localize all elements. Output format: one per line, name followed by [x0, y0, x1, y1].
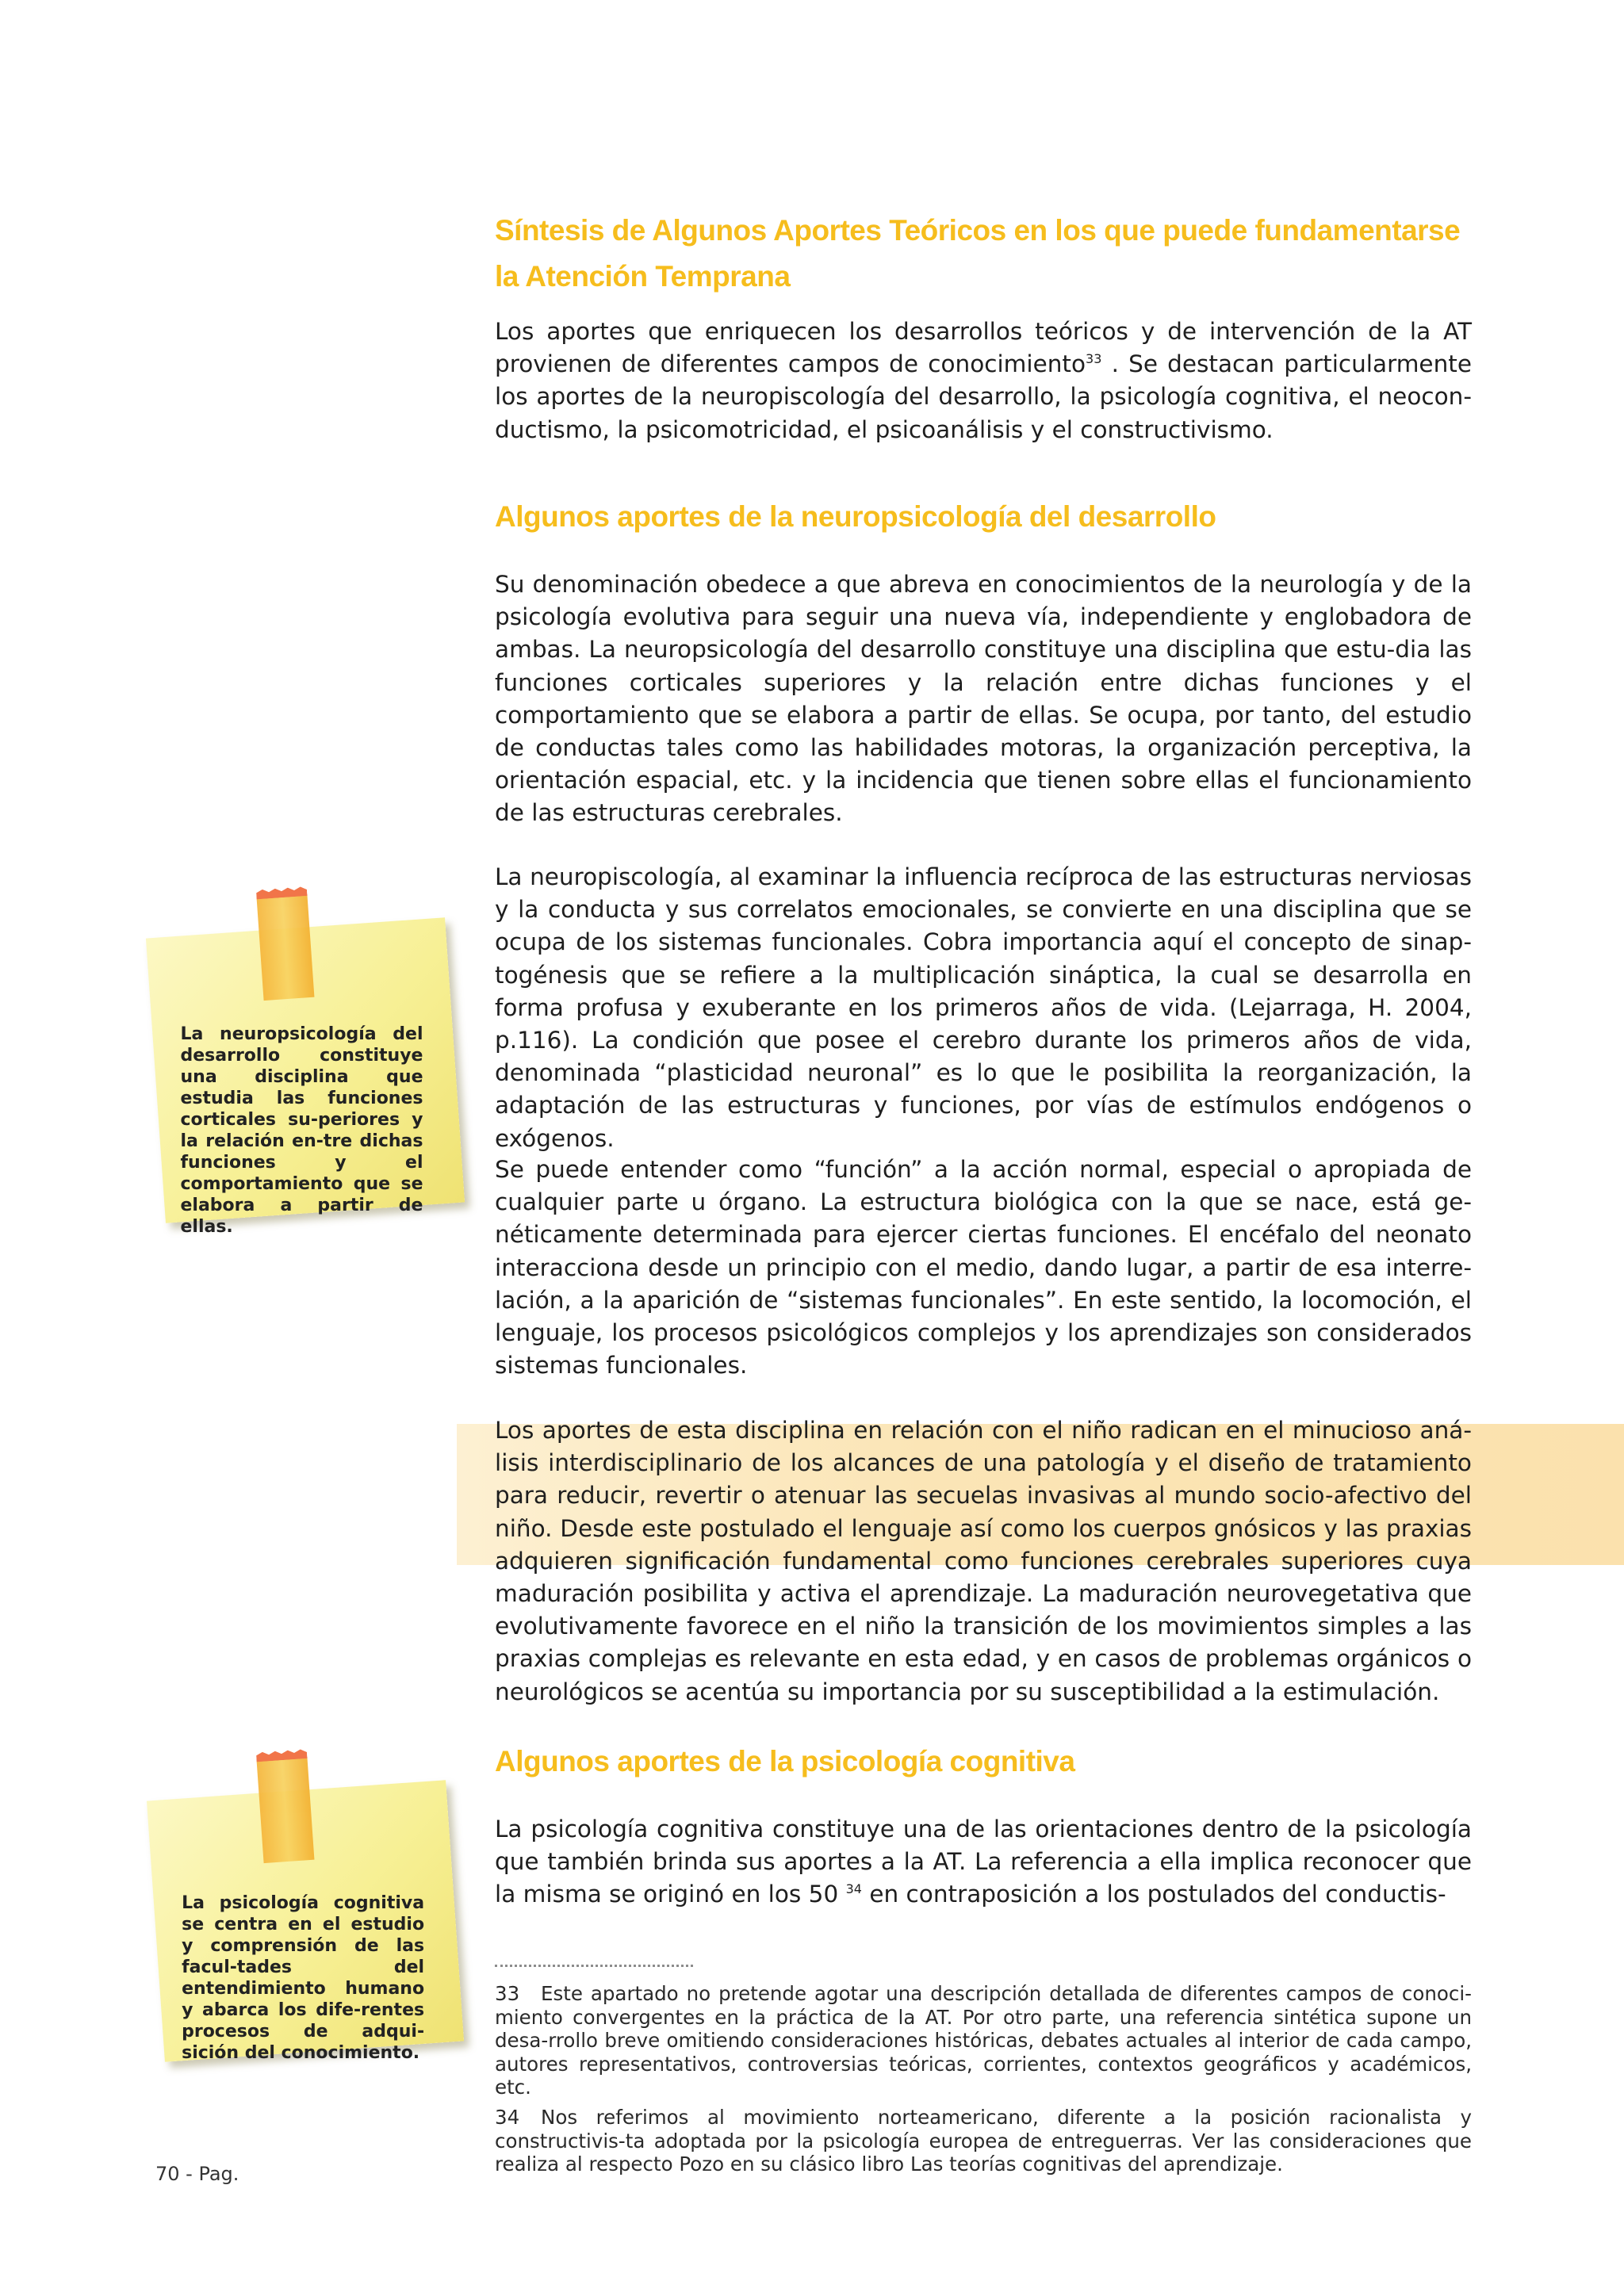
sticky-note-text: La neuropsicología del desarrollo constituye una disciplina que estudia las funciones corticales su-periores y la relación en-tre dichas funciones y el comportamiento que se elabora a partir de ellas.: [180, 1024, 423, 1237]
tape-icon: [257, 894, 315, 1001]
neuro-paragraph-3: Se puede entender como “función” a la acción normal, especial o apropiada de cualquier parte u órgano. La estructura biológica con la que se nace, está ge-néticamente determinada para ejercer ciertas funciones. El encéfalo del neonato interacciona desde un principio con el medio, dando lugar, a partir de esa interre-lación, a la aparición de “sistemas funcionales”. En este sentido, la locomoción, el lenguaje, los procesos psicológicos complejos y los aprendizajes son considerados sistemas funcionales.: [495, 1156, 1472, 1380]
intro-text-a: Los aportes que enriquecen los desarrollos teóricos y de intervención de la AT provienen de diferentes campos de conocimiento: [495, 318, 1472, 378]
footnote-ref-33[interactable]: 33: [1086, 351, 1102, 367]
tape-icon: [257, 1757, 315, 1863]
neuro-paragraph-4: Los aportes de esta disciplina en relación con el niño radican en el minucioso aná-lisis interdisciplinario de los alcances de una patología y el diseño de tratamiento para reducir, revertir o atenuar las secuelas invasivas al mundo socio-afectivo del niño. Desde este postulado el lenguaje así como los cuerpos gnósicos y las praxias adquieren significación fundamental como funciones cerebrales superiores cuya maduración posibilita y activa el aprendizaje. La maduración neurovegetativa que evolutivamente favorece en el niño la transición de los movimientos simples a las praxias complejas es relevante en esta edad, y en casos de problemas orgánicos o neurológicos se acentúa su importancia por su susceptibilidad a la estimulación.: [495, 1417, 1472, 1705]
footnote-33-number: 33: [495, 1982, 520, 2005]
cognitive-text-b: en contraposición a los postulados del conductis-: [861, 1881, 1446, 1908]
heading-psicologia-cognitiva: Algunos aportes de la psicología cognitiva: [495, 1745, 1075, 1777]
section-title-line-2: la Atención Temprana: [495, 260, 791, 293]
page-number: 70 - Pag.: [155, 2163, 239, 2185]
footnote-divider: [495, 1965, 693, 1967]
sticky-note-text: La psicología cognitiva se centra en el estudio y comprensión de las facul-tades del entendimiento humano y abarca los dife-rentes procesos de adqui-sición del conocimiento.: [182, 1892, 425, 2063]
neuro-paragraph-1: Su denominación obedece a que abreva en conocimientos de la neurología y de la psicología evolutiva para seguir una nueva vía, independiente y englobadora de ambas. La neuropsicología del desarrollo constituye una disciplina que estu-dia las funciones corticales superiores y la relación entre dichas funciones y el comportamiento que se elabora a partir de ellas. Se ocupa, por tanto, del estudio de conductas tales como las habilidades motoras, la organización perceptiva, la orientación espacial, etc. y la incidencia que tienen sobre ellas el funcionamiento de las estructuras cerebrales.: [495, 571, 1472, 827]
footnote-33-text: Este apartado no pretende agotar una descripción detallada de diferentes campos de conoci-miento convergentes en la práctica de la AT. Por otro parte, una referencia sintética supone un desa-rrollo breve omitiendo consideraciones históricas, debates actuales al interior de cada campo, autores representativos, controversias teóricas, corrientes, contextos geográficos y académicos, etc.: [495, 1982, 1472, 2099]
heading-neuropsicologia: Algunos aportes de la neuropsicología del desarrollo: [495, 500, 1216, 533]
footnote-34: [495, 2106, 1472, 2176]
neuro-paragraph-2: La neuropiscología, al examinar la influencia recíproca de las estructuras nerviosas y la conducta y sus correlatos emocionales, se convierte en una disciplina que se ocupa de los sistemas funcionales. Cobra importancia aquí el concepto de sinap-togénesis que se refiere a la multiplicación sináptica, la cual se desarrolla en forma profusa y exuberante en los primeros años de vida. (Lejarraga, H. 2004, p.116). La condición que posee el cerebro durante los primeros años de vida, denominada “plasticidad neuronal” es lo que le posibilita la reorganización, la adaptación de las estructuras y funciones, por vías de estímulos endógenos o exógenos.: [495, 863, 1472, 1152]
intro-text-b: . Se destacan particularmente los aportes de la neuropiscología del desarrollo, la psicología cognitiva, el neocon-ductismo, la psicomotricidad, el psicoanálisis y el constructivismo.: [495, 350, 1472, 443]
tape-zigzag-icon: [256, 1749, 308, 1762]
section-title: [495, 208, 1460, 300]
section-title-line-1: Síntesis de Algunos Aportes Teóricos en los que puede fundamentarse: [495, 214, 1461, 247]
footnote-ref-34[interactable]: 34: [845, 1881, 862, 1897]
footnote-34-text: Nos referimos al movimiento norteamericano, diferente a la posición racionalista y constructivis-ta adoptada por la psicología europea de entreguerras. Ver las consideraciones que realiza al respecto Pozo en su clásico libro Las teorías cognitivas del aprendizaje.: [495, 2106, 1472, 2175]
cognitive-text-a: La psicología cognitiva constituye una de las orientaciones dentro de la psicología que también brinda sus aportes a la AT. La referencia a ella implica reconocer que la misma se originó en los 50: [495, 1816, 1472, 1908]
footnote-33: [495, 1982, 1472, 2099]
intro-paragraph: [495, 316, 1472, 446]
cognitive-paragraph-1: [495, 1813, 1472, 1911]
footnote-34-number: 34: [495, 2106, 520, 2129]
tape-zigzag-icon: [256, 886, 308, 899]
